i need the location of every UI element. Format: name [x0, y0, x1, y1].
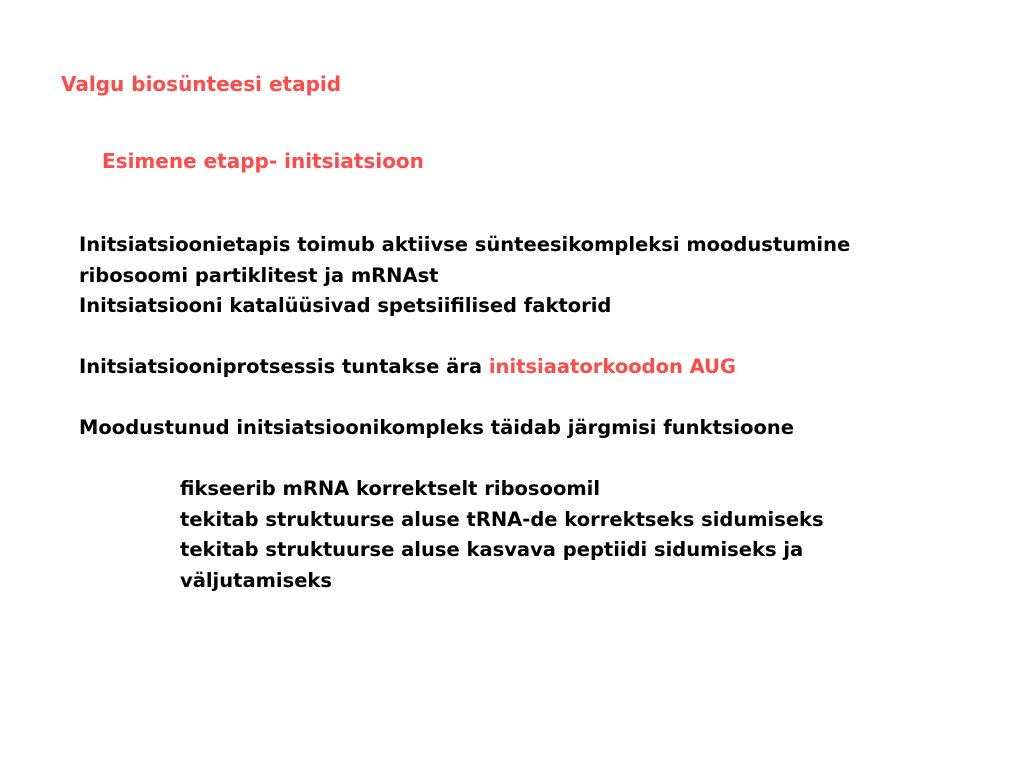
- highlight-text: initsiaatorkoodon AUG: [488, 355, 736, 378]
- slide-title: Valgu biosünteesi etapid: [61, 72, 342, 96]
- body-line: Initsiatsioonietapis toimub aktiivse sünteesikompleksi moodustumine: [79, 233, 851, 256]
- body-text: Initsiatsiooniprotsessis tuntakse ära: [79, 355, 489, 378]
- body-line: Initsiatsiooni katalüüsivad spetsiifilised faktorid: [79, 294, 612, 317]
- body-line-aug: [79, 352, 1009, 383]
- spacer: [79, 322, 1009, 353]
- body-line: ribosoomi partiklitest ja mRNAst: [79, 263, 439, 287]
- spacer: [79, 444, 1009, 475]
- slide-body: [79, 230, 1009, 596]
- function-item: tekitab struktuurse aluse kasvava peptiidi sidumiseks ja: [180, 538, 804, 561]
- function-item: tekitab struktuurse aluse tRNA-de korrektseks sidumiseks: [180, 507, 824, 531]
- spacer: [79, 383, 1009, 414]
- function-item: väljutamiseks: [180, 568, 333, 592]
- function-item: fikseerib mRNA korrektselt ribosoomil: [180, 477, 601, 500]
- body-line: Moodustunud initsiatsioonikompleks täidab järgmisi funktsioone: [79, 416, 795, 439]
- slide-subtitle: Esimene etapp- initsiatsioon: [102, 149, 424, 173]
